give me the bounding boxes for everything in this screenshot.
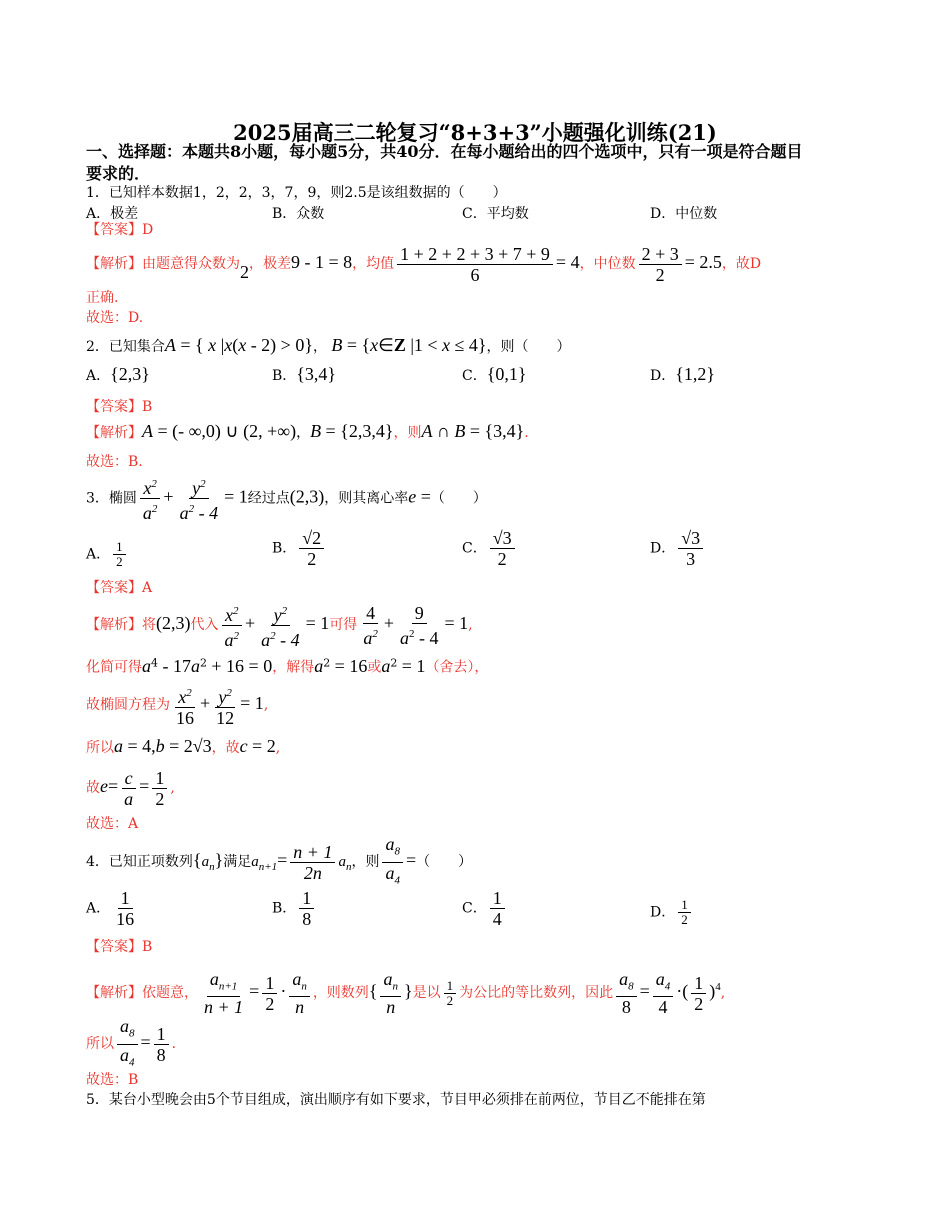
q3-option-c: C． $\frac{√3}{2}$ [462, 528, 518, 569]
q4-done: 故选：B [86, 1072, 139, 1088]
q1-option-a: A．极差 [86, 206, 139, 222]
q2-analysis: 【解析】A = (- ∞,0) ∪ (2, +∞)，B = {2,3,4}，则A ∩ B = {3,4}. [86, 421, 529, 441]
q5-stem: 5．某台小型晚会由5个节目组成，演出顺序有如下要求，节目甲必须排在前两位，节目乙不能排在第 [86, 1092, 706, 1108]
q4-analysis-line1: 【解析】依题意， $\frac{a_{n+1}}{n + 1}$ = $\frac{1}{2}$ · $\frac{a_n}{n}$ ，则数列{ $\frac{a_n}{n}$ }是以 $\frac{1}{2}$ 为公比的等比数列，因此 $\frac{a_8}{8}$ = $\frac{a_4}{4}$ ·( $\frac{1}{2}$ )$^4$, [86, 968, 726, 1018]
q4-stem: 4．已知正项数列$\{a_n\}$满足$a_{n+1}=$ $\frac{n + 1}{2n}$ $a_n$，则 $\frac{a_8}{a_4}$ =（ ） [86, 834, 473, 887]
q1-option-c: C．平均数 [462, 206, 529, 222]
q4-option-d: D． $\frac{1}{2}$ [650, 898, 694, 927]
q3-option-d: D． $\frac{√3}{3}$ [650, 528, 706, 569]
q4-analysis-line2: 所以 $\frac{a_8}{a_4}$ = $\frac{1}{8}$ . [86, 1016, 177, 1069]
q3-analysis-line2: 化简可得$a^4 - 17a^2 + 16 = 0$，解得$a^2 = 16$或$a^2 = 1$（舍去）， [86, 655, 489, 676]
q1-option-d: D．中位数 [650, 206, 718, 222]
q2-option-b: B．{3,4} [272, 364, 337, 384]
q4-option-c: C． $\frac{1}{4}$ [462, 888, 508, 929]
q2-option-a: A．{2,3} [86, 364, 150, 384]
q2-stem: 2．已知集合A = { x |x(x - 2) > 0}， B = {x∈Z |1 < x ≤ 4}，则（ ） [86, 335, 571, 355]
q3-analysis-line4: 所以a = 4,b = 2√3，故c = 2, [86, 736, 281, 756]
q1-option-b: B．众数 [272, 206, 325, 222]
q3-option-a: A． $\frac{1}{2}$ [86, 540, 129, 569]
q1-analysis-end: 正确. [86, 290, 119, 306]
q3-option-b: B． $\frac{√2}{2}$ [272, 528, 327, 569]
q3-analysis-line1: 【解析】将(2,3)代入 $\frac{x^2}{a^2}$ + $\frac{y^2}{a^2 - 4}$ = 1可得 $\frac{4}{a^2}$ + $\frac{9}{a^2 - 4}$ = 1, [86, 602, 473, 650]
q4-answer: 【答案】B [86, 939, 153, 955]
q1-done: 故选：D. [86, 310, 144, 326]
q3-analysis-line5: 故e= $\frac{c}{a}$ = $\frac{1}{2}$ , [86, 767, 175, 809]
q4-option-b: B． $\frac{1}{8}$ [272, 888, 317, 929]
q2-option-c: C．{0,1} [462, 364, 527, 384]
q2-answer: 【答案】B [86, 399, 153, 415]
q3-stem: 3．椭圆 $\frac{x^2}{a^2}$ + $\frac{y^2}{a^2 - 4}$ = 1经过点(2,3)，则其离心率e =（ ） [86, 474, 487, 523]
q1-analysis: 【解析】由题意得众数为2，极差9 - 1 = 8，均值 $\frac{1 + 2 + 2 + 3 + 7 + 9}{6}$ = 4，中位数 $\frac{2 + 3}{2}$ = 2.5，故D [86, 243, 762, 285]
q3-analysis-line3: 故椭圆方程为 $\frac{x^2}{16}$ + $\frac{y^2}{12}$ = 1, [86, 680, 268, 728]
q1-answer: 【答案】D [86, 222, 154, 238]
section-heading: 一、选择题：本题共8小题，每小题5分，共40分．在每小题给出的四个选项中，只有一项是符合题目要求的． [86, 142, 803, 183]
q2-option-d: D．{1,2} [650, 364, 716, 384]
q1-stem: 1．已知样本数据1，2，2，3，7，9，则2.5是该组数据的（ ） [86, 185, 507, 201]
q2-done: 故选：B. [86, 454, 143, 470]
page-title: 2025届高三二轮复习“8+3+3”小题强化训练(21) [233, 120, 717, 145]
q3-answer: 【答案】A [86, 580, 153, 596]
q3-done: 故选：A [86, 816, 139, 832]
q4-option-a: A． $\frac{1}{16}$ [86, 888, 135, 929]
